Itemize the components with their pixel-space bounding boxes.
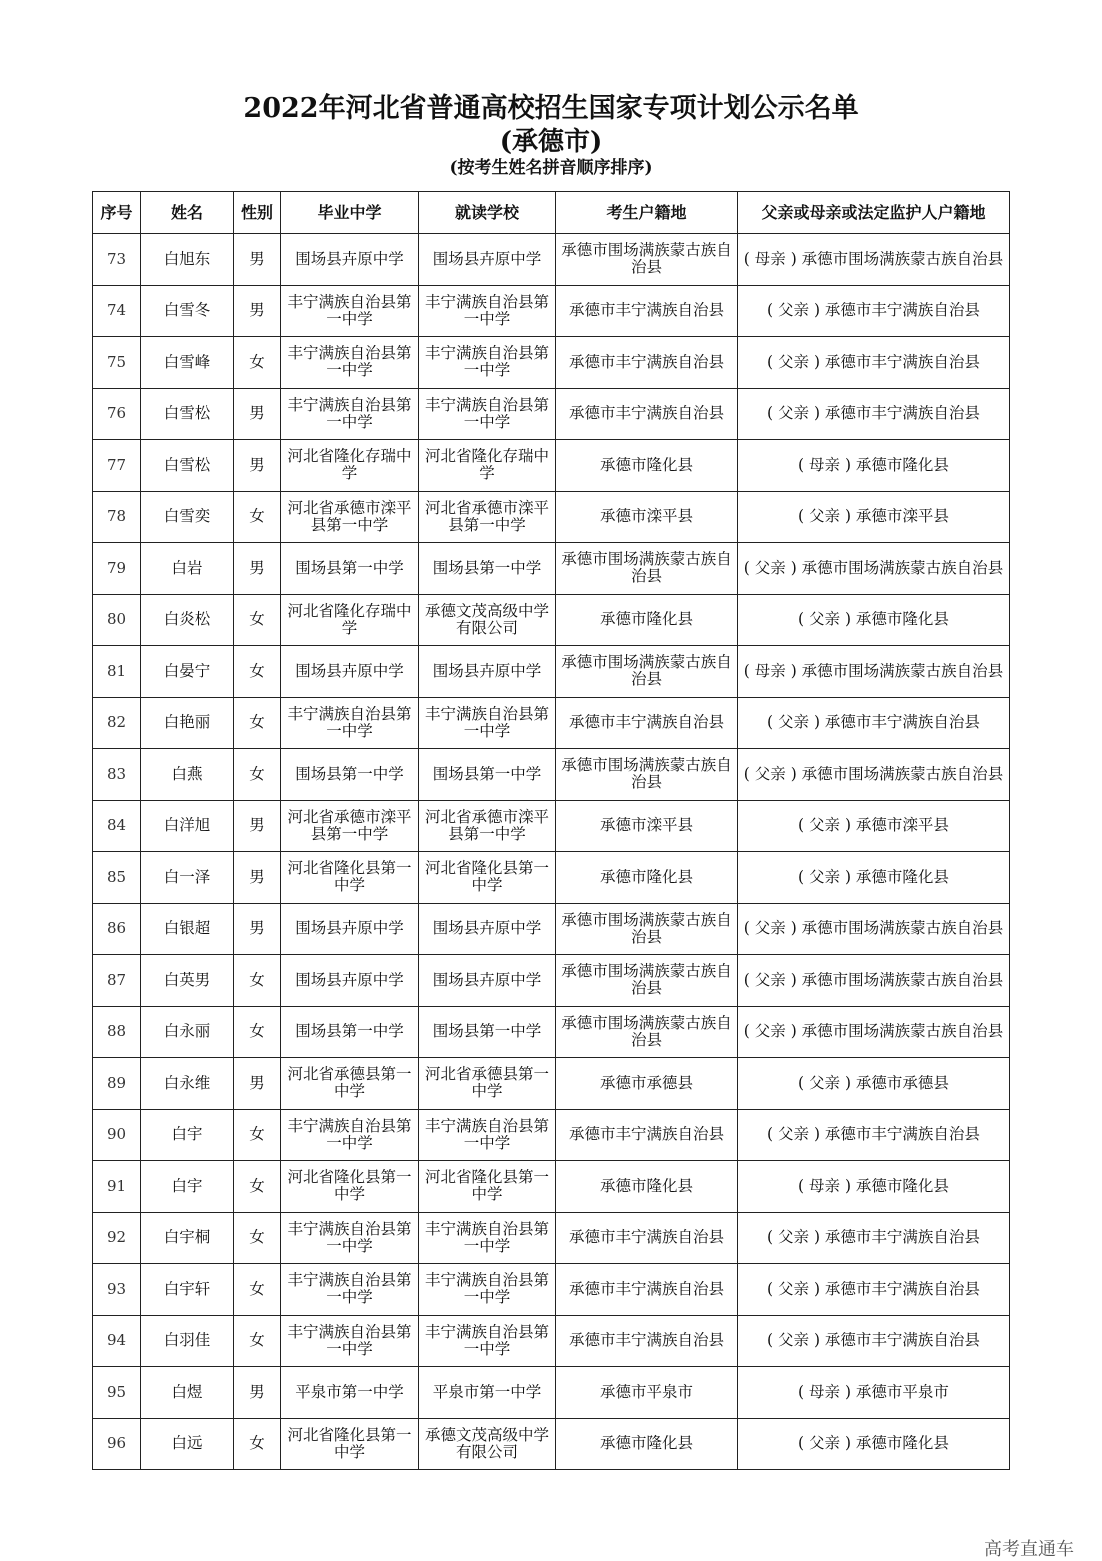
cell-current-school: 围场县第一中学 xyxy=(419,749,556,801)
cell-name: 白英男 xyxy=(141,955,234,1007)
cell-parent-residence: ( 父亲 ) 承德市围场满族蒙古族自治县 xyxy=(738,955,1010,1007)
cell-name: 白雪峰 xyxy=(141,337,234,389)
cell-gender: 女 xyxy=(234,1006,281,1058)
cell-gender: 男 xyxy=(234,800,281,852)
cell-index: 92 xyxy=(93,1212,141,1264)
table-row xyxy=(93,646,1010,698)
cell-student-residence: 承德市隆化县 xyxy=(556,1418,738,1470)
table-row xyxy=(93,903,1010,955)
header-student-residence: 考生户籍地 xyxy=(556,192,738,234)
cell-graduate-school: 围场县卉原中学 xyxy=(281,646,419,698)
cell-current-school: 承德文茂高级中学有限公司 xyxy=(419,1418,556,1470)
cell-student-residence: 承德市滦平县 xyxy=(556,800,738,852)
cell-index: 88 xyxy=(93,1006,141,1058)
cell-parent-residence: ( 父亲 ) 承德市滦平县 xyxy=(738,491,1010,543)
page-subtitle-city: (承德市) xyxy=(499,127,603,157)
cell-graduate-school: 丰宁满族自治县第一中学 xyxy=(281,285,419,337)
cell-index: 77 xyxy=(93,440,141,492)
cell-index: 79 xyxy=(93,543,141,595)
cell-gender: 女 xyxy=(234,749,281,801)
cell-name: 白洋旭 xyxy=(141,800,234,852)
cell-current-school: 河北省承德市滦平县第一中学 xyxy=(419,800,556,852)
cell-parent-residence: ( 父亲 ) 承德市丰宁满族自治县 xyxy=(738,285,1010,337)
cell-name: 白宇 xyxy=(141,1161,234,1213)
cell-parent-residence: ( 父亲 ) 承德市滦平县 xyxy=(738,800,1010,852)
table-row xyxy=(93,800,1010,852)
cell-gender: 女 xyxy=(234,491,281,543)
cell-graduate-school: 河北省隆化县第一中学 xyxy=(281,852,419,904)
table-header-row xyxy=(93,192,1010,234)
cell-graduate-school: 丰宁满族自治县第一中学 xyxy=(281,697,419,749)
cell-student-residence: 承德市围场满族蒙古族自治县 xyxy=(556,234,738,286)
cell-student-residence: 承德市围场满族蒙古族自治县 xyxy=(556,749,738,801)
cell-graduate-school: 河北省承德市滦平县第一中学 xyxy=(281,491,419,543)
cell-student-residence: 承德市丰宁满族自治县 xyxy=(556,388,738,440)
table-row xyxy=(93,1109,1010,1161)
cell-index: 85 xyxy=(93,852,141,904)
cell-current-school: 丰宁满族自治县第一中学 xyxy=(419,388,556,440)
table-row xyxy=(93,852,1010,904)
table-row xyxy=(93,594,1010,646)
cell-graduate-school: 围场县第一中学 xyxy=(281,1006,419,1058)
table-row xyxy=(93,955,1010,1007)
header-gender: 性别 xyxy=(234,192,281,234)
cell-gender: 男 xyxy=(234,1367,281,1419)
cell-current-school: 丰宁满族自治县第一中学 xyxy=(419,697,556,749)
cell-name: 白炎松 xyxy=(141,594,234,646)
cell-student-residence: 承德市丰宁满族自治县 xyxy=(556,697,738,749)
table-row xyxy=(93,1212,1010,1264)
cell-index: 76 xyxy=(93,388,141,440)
cell-student-residence: 承德市承德县 xyxy=(556,1058,738,1110)
cell-name: 白艳丽 xyxy=(141,697,234,749)
cell-current-school: 河北省隆化县第一中学 xyxy=(419,1161,556,1213)
cell-gender: 女 xyxy=(234,1418,281,1470)
cell-gender: 男 xyxy=(234,903,281,955)
cell-gender: 男 xyxy=(234,440,281,492)
cell-student-residence: 承德市滦平县 xyxy=(556,491,738,543)
cell-name: 白永维 xyxy=(141,1058,234,1110)
cell-graduate-school: 河北省隆化县第一中学 xyxy=(281,1161,419,1213)
cell-graduate-school: 围场县卉原中学 xyxy=(281,955,419,1007)
header-name: 姓名 xyxy=(141,192,234,234)
cell-index: 95 xyxy=(93,1367,141,1419)
cell-parent-residence: ( 父亲 ) 承德市丰宁满族自治县 xyxy=(738,337,1010,389)
cell-graduate-school: 河北省承德市滦平县第一中学 xyxy=(281,800,419,852)
cell-graduate-school: 河北省隆化存瑞中学 xyxy=(281,594,419,646)
cell-name: 白永丽 xyxy=(141,1006,234,1058)
cell-name: 白雪松 xyxy=(141,388,234,440)
cell-parent-residence: ( 母亲 ) 承德市平泉市 xyxy=(738,1367,1010,1419)
table-row xyxy=(93,1161,1010,1213)
cell-parent-residence: ( 父亲 ) 承德市丰宁满族自治县 xyxy=(738,1315,1010,1367)
cell-gender: 女 xyxy=(234,697,281,749)
cell-current-school: 丰宁满族自治县第一中学 xyxy=(419,1264,556,1316)
table-row xyxy=(93,697,1010,749)
cell-index: 87 xyxy=(93,955,141,1007)
cell-gender: 女 xyxy=(234,1212,281,1264)
cell-graduate-school: 河北省隆化县第一中学 xyxy=(281,1418,419,1470)
cell-parent-residence: ( 父亲 ) 承德市隆化县 xyxy=(738,852,1010,904)
cell-name: 白燕 xyxy=(141,749,234,801)
cell-index: 75 xyxy=(93,337,141,389)
cell-parent-residence: ( 父亲 ) 承德市丰宁满族自治县 xyxy=(738,1212,1010,1264)
table-body xyxy=(93,234,1010,1470)
cell-gender: 女 xyxy=(234,955,281,1007)
cell-name: 白一泽 xyxy=(141,852,234,904)
cell-name: 白银超 xyxy=(141,903,234,955)
cell-current-school: 围场县第一中学 xyxy=(419,1006,556,1058)
cell-index: 80 xyxy=(93,594,141,646)
table-row xyxy=(93,388,1010,440)
cell-index: 78 xyxy=(93,491,141,543)
table-row xyxy=(93,1367,1010,1419)
cell-name: 白岩 xyxy=(141,543,234,595)
cell-name: 白旭东 xyxy=(141,234,234,286)
cell-parent-residence: ( 父亲 ) 承德市丰宁满族自治县 xyxy=(738,388,1010,440)
cell-name: 白雪冬 xyxy=(141,285,234,337)
table-row xyxy=(93,440,1010,492)
cell-parent-residence: ( 父亲 ) 承德市围场满族蒙古族自治县 xyxy=(738,543,1010,595)
table-row xyxy=(93,491,1010,543)
cell-gender: 女 xyxy=(234,337,281,389)
cell-current-school: 丰宁满族自治县第一中学 xyxy=(419,285,556,337)
cell-current-school: 丰宁满族自治县第一中学 xyxy=(419,1315,556,1367)
cell-student-residence: 承德市平泉市 xyxy=(556,1367,738,1419)
table-row xyxy=(93,1006,1010,1058)
cell-index: 74 xyxy=(93,285,141,337)
cell-parent-residence: ( 父亲 ) 承德市围场满族蒙古族自治县 xyxy=(738,749,1010,801)
cell-graduate-school: 河北省承德县第一中学 xyxy=(281,1058,419,1110)
cell-student-residence: 承德市丰宁满族自治县 xyxy=(556,1315,738,1367)
table-row xyxy=(93,1058,1010,1110)
table-row xyxy=(93,1264,1010,1316)
table-row xyxy=(93,285,1010,337)
cell-name: 白羽佳 xyxy=(141,1315,234,1367)
cell-current-school: 围场县卉原中学 xyxy=(419,234,556,286)
cell-student-residence: 承德市围场满族蒙古族自治县 xyxy=(556,646,738,698)
cell-index: 84 xyxy=(93,800,141,852)
cell-student-residence: 承德市围场满族蒙古族自治县 xyxy=(556,955,738,1007)
cell-current-school: 围场县卉原中学 xyxy=(419,646,556,698)
cell-current-school: 丰宁满族自治县第一中学 xyxy=(419,1109,556,1161)
header-current-school: 就读学校 xyxy=(419,192,556,234)
cell-student-residence: 承德市围场满族蒙古族自治县 xyxy=(556,903,738,955)
cell-student-residence: 承德市丰宁满族自治县 xyxy=(556,1109,738,1161)
cell-index: 96 xyxy=(93,1418,141,1470)
table-row xyxy=(93,1418,1010,1470)
cell-index: 89 xyxy=(93,1058,141,1110)
cell-name: 白宇 xyxy=(141,1109,234,1161)
cell-student-residence: 承德市丰宁满族自治县 xyxy=(556,1264,738,1316)
cell-name: 白煜 xyxy=(141,1367,234,1419)
cell-gender: 男 xyxy=(234,543,281,595)
cell-parent-residence: ( 父亲 ) 承德市承德县 xyxy=(738,1058,1010,1110)
cell-student-residence: 承德市丰宁满族自治县 xyxy=(556,285,738,337)
page-subtitle-sort-note: (按考生姓名拼音顺序排序) xyxy=(449,158,653,178)
cell-graduate-school: 丰宁满族自治县第一中学 xyxy=(281,388,419,440)
cell-current-school: 河北省隆化县第一中学 xyxy=(419,852,556,904)
cell-gender: 女 xyxy=(234,646,281,698)
table-row xyxy=(93,749,1010,801)
cell-graduate-school: 围场县第一中学 xyxy=(281,749,419,801)
cell-graduate-school: 河北省隆化存瑞中学 xyxy=(281,440,419,492)
cell-gender: 男 xyxy=(234,1058,281,1110)
cell-gender: 女 xyxy=(234,1161,281,1213)
cell-graduate-school: 丰宁满族自治县第一中学 xyxy=(281,1109,419,1161)
cell-gender: 男 xyxy=(234,852,281,904)
cell-current-school: 河北省承德县第一中学 xyxy=(419,1058,556,1110)
header-parent-residence: 父亲或母亲或法定监护人户籍地 xyxy=(738,192,1010,234)
cell-parent-residence: ( 母亲 ) 承德市围场满族蒙古族自治县 xyxy=(738,646,1010,698)
cell-student-residence: 承德市隆化县 xyxy=(556,440,738,492)
cell-name: 白雪奕 xyxy=(141,491,234,543)
cell-student-residence: 承德市隆化县 xyxy=(556,1161,738,1213)
cell-index: 86 xyxy=(93,903,141,955)
cell-name: 白宇轩 xyxy=(141,1264,234,1316)
cell-current-school: 围场县卉原中学 xyxy=(419,955,556,1007)
cell-graduate-school: 丰宁满族自治县第一中学 xyxy=(281,1315,419,1367)
cell-parent-residence: ( 父亲 ) 承德市围场满族蒙古族自治县 xyxy=(738,1006,1010,1058)
cell-current-school: 围场县卉原中学 xyxy=(419,903,556,955)
cell-graduate-school: 围场县卉原中学 xyxy=(281,903,419,955)
cell-gender: 女 xyxy=(234,1109,281,1161)
cell-gender: 男 xyxy=(234,388,281,440)
table-row xyxy=(93,1315,1010,1367)
cell-graduate-school: 平泉市第一中学 xyxy=(281,1367,419,1419)
cell-gender: 男 xyxy=(234,234,281,286)
cell-current-school: 围场县第一中学 xyxy=(419,543,556,595)
cell-student-residence: 承德市丰宁满族自治县 xyxy=(556,337,738,389)
cell-student-residence: 承德市丰宁满族自治县 xyxy=(556,1212,738,1264)
cell-name: 白雪松 xyxy=(141,440,234,492)
cell-current-school: 丰宁满族自治县第一中学 xyxy=(419,1212,556,1264)
table-row xyxy=(93,337,1010,389)
cell-index: 93 xyxy=(93,1264,141,1316)
cell-index: 91 xyxy=(93,1161,141,1213)
cell-parent-residence: ( 母亲 ) 承德市围场满族蒙古族自治县 xyxy=(738,234,1010,286)
cell-current-school: 河北省隆化存瑞中学 xyxy=(419,440,556,492)
cell-name: 白晏宁 xyxy=(141,646,234,698)
cell-graduate-school: 围场县卉原中学 xyxy=(281,234,419,286)
cell-parent-residence: ( 父亲 ) 承德市隆化县 xyxy=(738,594,1010,646)
table-row xyxy=(93,234,1010,286)
cell-index: 83 xyxy=(93,749,141,801)
cell-parent-residence: ( 父亲 ) 承德市隆化县 xyxy=(738,1418,1010,1470)
cell-student-residence: 承德市围场满族蒙古族自治县 xyxy=(556,1006,738,1058)
cell-gender: 女 xyxy=(234,1264,281,1316)
header-graduate-school: 毕业中学 xyxy=(281,192,419,234)
cell-student-residence: 承德市隆化县 xyxy=(556,594,738,646)
cell-parent-residence: ( 父亲 ) 承德市丰宁满族自治县 xyxy=(738,1109,1010,1161)
table-row xyxy=(93,543,1010,595)
cell-index: 82 xyxy=(93,697,141,749)
watermark-text: 高考直通车 xyxy=(984,1539,1074,1560)
cell-index: 73 xyxy=(93,234,141,286)
cell-current-school: 河北省承德市滦平县第一中学 xyxy=(419,491,556,543)
cell-gender: 女 xyxy=(234,594,281,646)
cell-parent-residence: ( 母亲 ) 承德市隆化县 xyxy=(738,440,1010,492)
cell-parent-residence: ( 父亲 ) 承德市丰宁满族自治县 xyxy=(738,1264,1010,1316)
cell-name: 白远 xyxy=(141,1418,234,1470)
cell-index: 90 xyxy=(93,1109,141,1161)
cell-current-school: 承德文茂高级中学有限公司 xyxy=(419,594,556,646)
cell-parent-residence: ( 父亲 ) 承德市围场满族蒙古族自治县 xyxy=(738,903,1010,955)
cell-graduate-school: 丰宁满族自治县第一中学 xyxy=(281,337,419,389)
cell-parent-residence: ( 父亲 ) 承德市丰宁满族自治县 xyxy=(738,697,1010,749)
cell-current-school: 平泉市第一中学 xyxy=(419,1367,556,1419)
page-title: 2022年河北省普通高校招生国家专项计划公示名单 xyxy=(243,93,859,124)
roster-table xyxy=(92,191,1010,1470)
header-index: 序号 xyxy=(93,192,141,234)
cell-graduate-school: 围场县第一中学 xyxy=(281,543,419,595)
cell-index: 81 xyxy=(93,646,141,698)
cell-gender: 男 xyxy=(234,285,281,337)
cell-current-school: 丰宁满族自治县第一中学 xyxy=(419,337,556,389)
cell-student-residence: 承德市隆化县 xyxy=(556,852,738,904)
cell-gender: 女 xyxy=(234,1315,281,1367)
cell-graduate-school: 丰宁满族自治县第一中学 xyxy=(281,1264,419,1316)
cell-graduate-school: 丰宁满族自治县第一中学 xyxy=(281,1212,419,1264)
cell-student-residence: 承德市围场满族蒙古族自治县 xyxy=(556,543,738,595)
cell-name: 白宇桐 xyxy=(141,1212,234,1264)
cell-parent-residence: ( 母亲 ) 承德市隆化县 xyxy=(738,1161,1010,1213)
cell-index: 94 xyxy=(93,1315,141,1367)
